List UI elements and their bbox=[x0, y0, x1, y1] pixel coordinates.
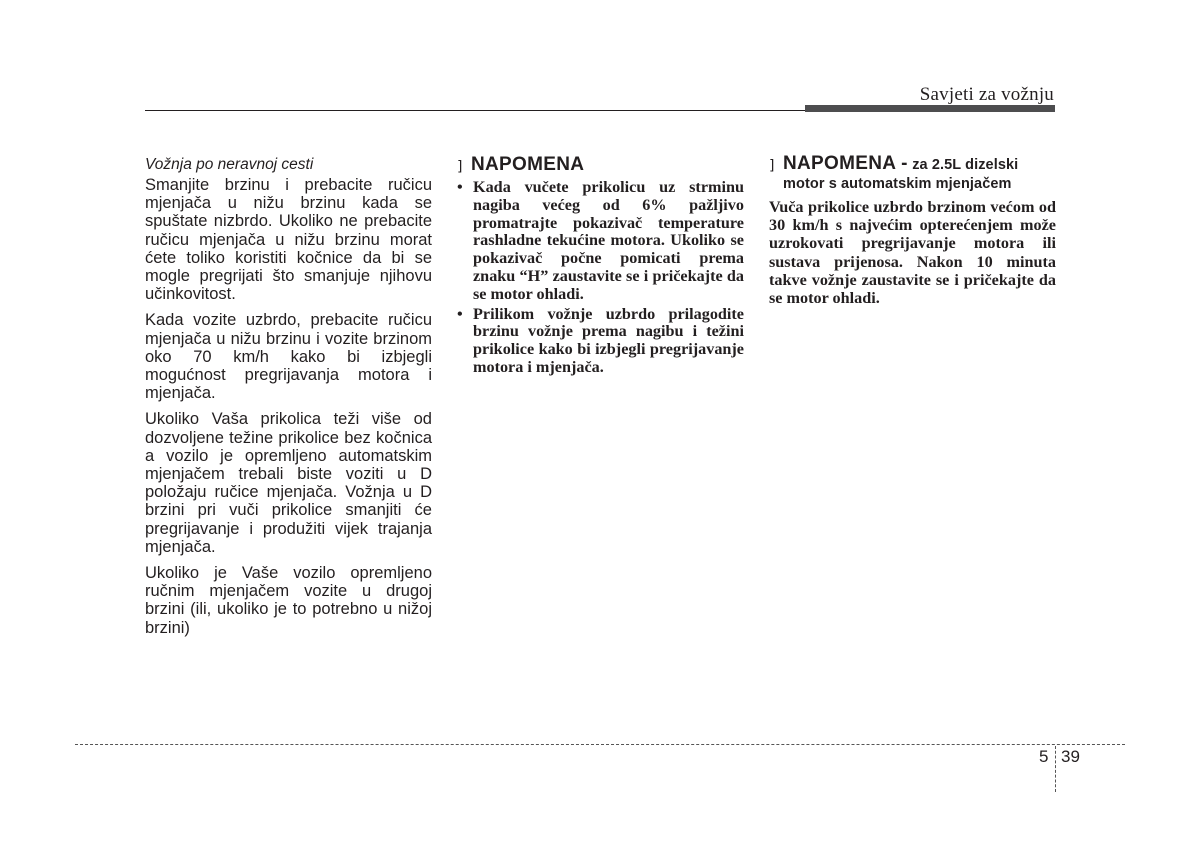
page-number: 39 bbox=[1061, 747, 1080, 766]
column-right bbox=[769, 155, 1056, 307]
note-heading bbox=[769, 154, 1056, 194]
paragraph-trailer-weight: Ukoliko Vaša prikolica teži više od dozvoljene težine prikolice bez kočnica a vozilo je opremljeno automatskim mjenjačem trebali biste voziti u D položaju ručice mjenjača. Vožnja u D brzini pri vuči prikolice smanjiti će pregrijavanje i produžiti vijek trajanja mjenjača. bbox=[145, 410, 432, 556]
section-number: 5 bbox=[1039, 747, 1049, 766]
column-left bbox=[145, 155, 432, 645]
note-icon: ] bbox=[769, 158, 775, 174]
list-item bbox=[457, 179, 744, 304]
footer-rule bbox=[75, 744, 1125, 745]
bullet-text: Prilikom vožnje uzbrdo prilagodite brzinu vožnje prema nagibu i težini prikolice kako bi izbjegli pregrijavanje motora i mjenjača. bbox=[473, 304, 744, 376]
list-item bbox=[457, 306, 744, 377]
note-bullet-list bbox=[457, 179, 744, 377]
note-heading bbox=[457, 155, 744, 175]
paragraph-uphill: Kada vozite uzbrdo, prebacite ručicu mjenjača u nižu brzinu i vozite brzinom oko 70 km/h kako bi izbjegli mogućnost pregrijavanja motora i mjenjača. bbox=[145, 311, 432, 403]
bullet-icon: • bbox=[457, 304, 463, 323]
column-middle bbox=[457, 155, 744, 379]
running-header-title: Savjeti za vožnju bbox=[919, 84, 1054, 105]
note-subtitle-inline: za 2.5L dizelski bbox=[912, 157, 1019, 173]
paragraph-manual-transmission: Ukoliko je Vaše vozilo opremljeno ručnim mjenjačem vozite u drugoj brzini (ili, ukoliko je to potrebno u nižoj brzini) bbox=[145, 564, 432, 637]
section-subheading: Vožnja po neravnoj cesti bbox=[145, 156, 314, 173]
note-paragraph: Vuča prikolice uzbrdo brzinom većom od 30 km/h s najvećim opterećenjem može uzrokovati pregrijavanje motora ili sustava prijenosa. Nakon 10 minuta takve vožnje zaustavite se i pričekajte da se motor ohladi. bbox=[769, 198, 1056, 308]
note-subtitle-rest: motor s automatskim mjenjačem bbox=[783, 176, 1012, 192]
paragraph-downhill: Smanjite brzinu i prebacite ručicu mjenjača u nižu brzinu kada se spuštate nizbrdo. Ukoliko ne prebacite ručicu mjenjača u nižu brzinu morat ćete toliko koristiti kočnice da bi se mogle pregrijati što smanjuje njihovu učinkovitost. bbox=[145, 176, 432, 304]
bullet-icon: • bbox=[457, 178, 463, 196]
note-heading-text bbox=[783, 154, 1018, 194]
note-title: NAPOMENA - bbox=[783, 153, 908, 174]
note-icon: ] bbox=[457, 159, 463, 175]
header-accent-bar bbox=[805, 105, 1055, 112]
bullet-text: Kada vučete prikolicu uz strminu nagiba većeg od 6% pažljivo promatrajte pokazivač temperature rashladne tekućine motora. Ukoliko se pokazivač počne pomicati prema znaku “H” zaustavite se i pričekajte da se motor ohladi. bbox=[473, 178, 744, 303]
page-number-divider bbox=[1055, 746, 1056, 792]
note-title: NAPOMENA bbox=[471, 154, 585, 175]
